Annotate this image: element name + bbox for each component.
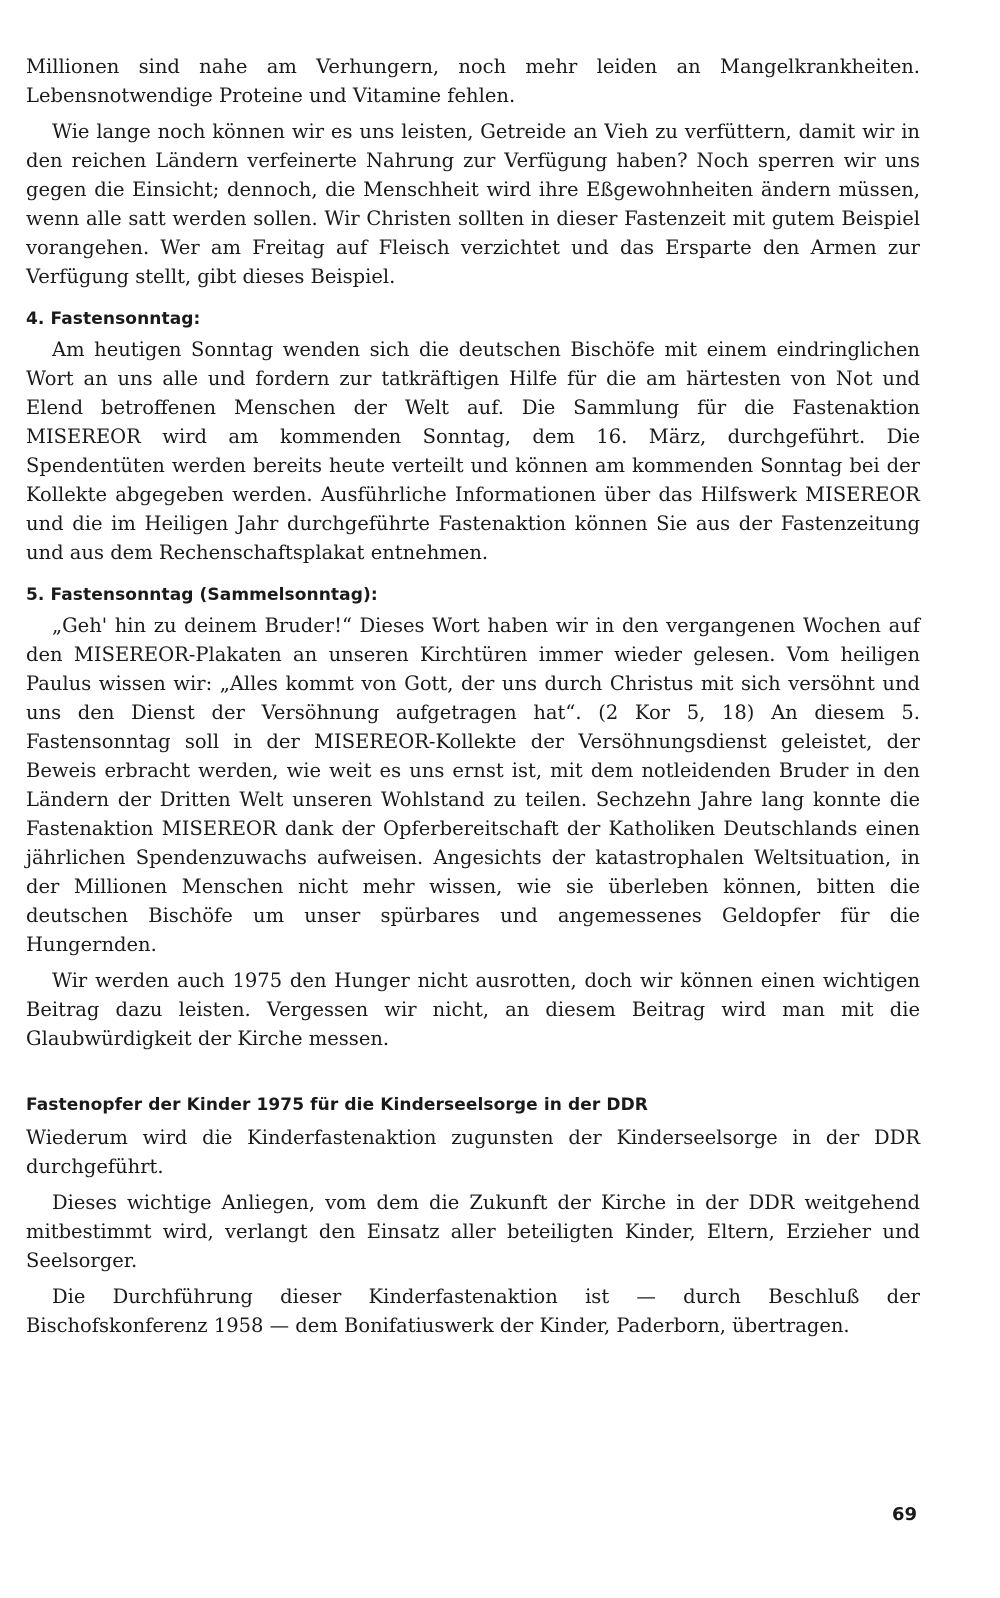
sunday4-paragraph: Am heutigen Sonntag wenden sich die deutschen Bischöfe mit einem eindringlichen Wort an uns alle und fordern zur tatkräftigen Hilfe für die am härtesten von Not und Elend betroffenen Menschen der Welt auf. Die Sammlung für die Fastenaktion MISEREOR wird am kommenden Sonntag, dem 16. März, durchgeführt. Die Spendentüten werden bereits heute verteilt und können am kommenden Sonntag bei der Kollekte abgegeben werden. Ausführliche Informationen über das Hilfswerk MISEREOR und die im Heiligen Jahr durchgeführte Fastenaktion können Sie aus der Fastenzeitung und aus dem Rechenschaftsplakat entnehmen. bbox=[26, 338, 920, 564]
sunday5-paragraph-2: Wir werden auch 1975 den Hunger nicht ausrotten, doch wir können einen wichtigen Beitrag dazu leisten. Vergessen wir nicht, an diesem Beitrag wird man mit die Glaubwürdigkeit der Kirche messen. bbox=[26, 969, 920, 1050]
sunday5-paragraph-1: „Geh' hin zu deinem Bruder!“ Dieses Wort haben wir in den vergangenen Wochen auf den MISEREOR-Plakaten an unseren Kirchtüren immer wieder gelesen. Vom heiligen Paulus wissen wir: „Alles kommt von Gott, der uns durch Christus mit sich versöhnt und uns den Dienst der Versöhnung aufgetragen hat“. (2 Kor 5, 18) An diesem 5. Fastensonntag soll in der MISEREOR-Kollekte der Versöhnungsdienst geleistet, der Beweis erbracht werden, wie weit es uns ernst ist, mit dem notleidenden Bruder in den Ländern der Dritten Welt unseren Wohlstand zu teilen. Sechzehn Jahre lang konnte die Fastenaktion MISEREOR dank der Opferbereitschaft der Katholiken Deutschlands einen jährlichen Spendenzuwachs aufweisen. Angesichts der katastrophalen Weltsituation, in der Millionen Menschen nicht mehr wissen, wie sie überleben können, bitten die deutschen Bischöfe um unser spürbares und angemessenes Geldopfer für die Hungernden. bbox=[26, 614, 920, 956]
intro-paragraph-1: Millionen sind nahe am Verhungern, noch mehr leiden an Mangelkrankheiten. Lebensnotwendige Proteine und Vitamine fehlen. bbox=[26, 55, 920, 107]
heading-kinder-fastenopfer: Fastenopfer der Kinder 1975 für die Kinderseelsorge in der DDR bbox=[26, 1095, 648, 1115]
page-number: 69 bbox=[892, 1504, 918, 1525]
heading-4-fastensonntag: 4. Fastensonntag: bbox=[26, 309, 201, 329]
children-paragraph-3: Die Durchführung dieser Kinderfastenaktion ist — durch Beschluß der Bischofskonferenz 1958 — dem Bonifatiuswerk der Kinder, Paderborn, übertragen. bbox=[26, 1285, 920, 1337]
heading-5-fastensonntag: 5. Fastensonntag (Sammelsonntag): bbox=[26, 585, 378, 605]
page-body bbox=[26, 52, 920, 1347]
intro-paragraph-2: Wie lange noch können wir es uns leisten, Getreide an Vieh zu verfüttern, damit wir in den reichen Ländern verfeinerte Nahrung zur Verfügung haben? Noch sperren wir uns gegen die Einsicht; dennoch, die Menschheit wird ihre Eßgewohnheiten ändern müssen, wenn alle satt werden sollen. Wir Christen sollten in dieser Fastenzeit mit gutem Beispiel vorangehen. Wer am Freitag auf Fleisch verzichtet und das Ersparte den Armen zur Verfügung stellt, gibt dieses Beispiel. bbox=[26, 120, 920, 288]
children-paragraph-1: Wiederum wird die Kinderfastenaktion zugunsten der Kinderseelsorge in der DDR durchgeführt. bbox=[26, 1126, 920, 1178]
children-paragraph-2: Dieses wichtige Anliegen, vom dem die Zukunft der Kirche in der DDR weitgehend mitbestimmt wird, verlangt den Einsatz aller beteiligten Kinder, Eltern, Erzieher und Seelsorger. bbox=[26, 1191, 920, 1272]
